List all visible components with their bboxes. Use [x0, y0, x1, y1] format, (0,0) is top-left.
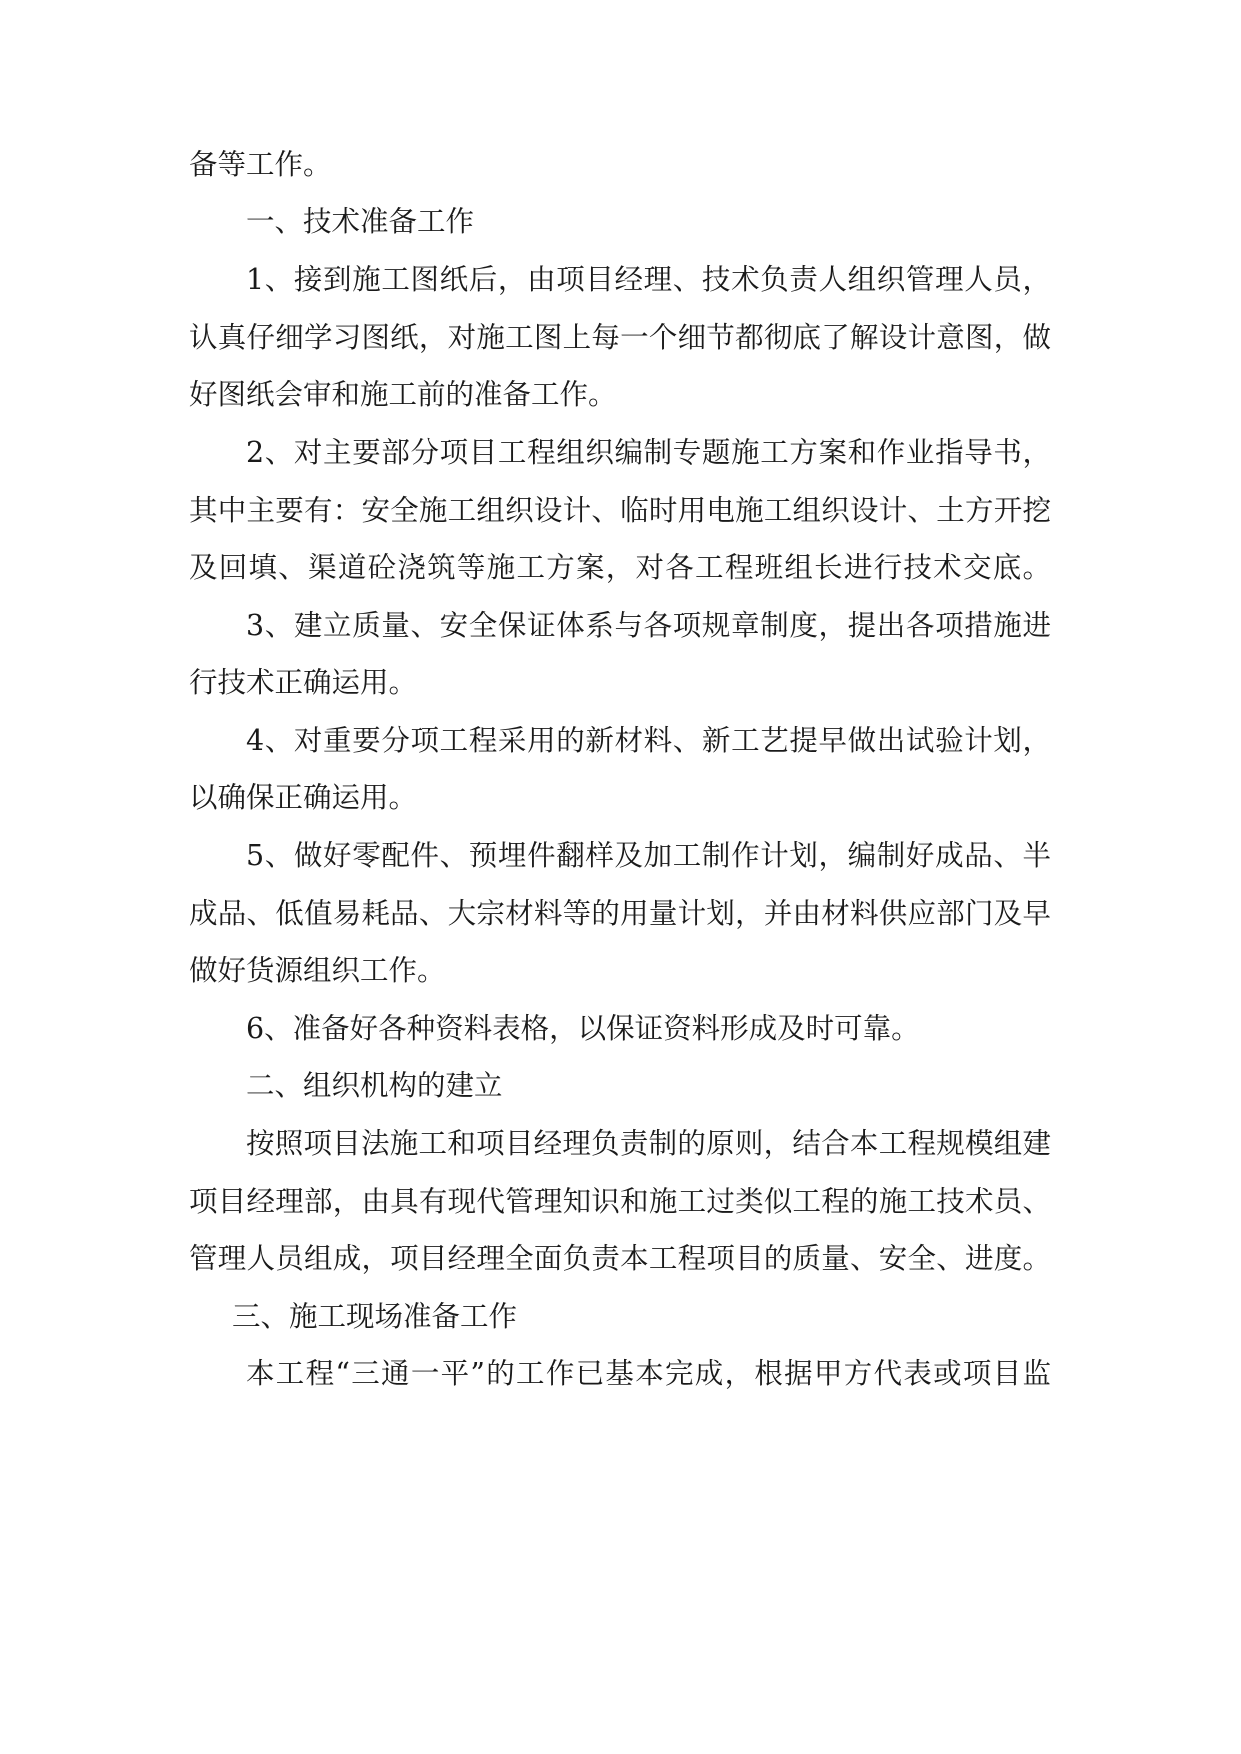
- section-heading: 一、技术准备工作: [246, 205, 475, 238]
- text-line: 备等工作。: [189, 148, 332, 181]
- text-line: 本工程“三通一平”的工作已基本完成，根据甲方代表或项目监: [246, 1357, 1051, 1390]
- text-line: 认真仔细学习图纸，对施工图上每一个细节都彻底了解设计意图，做: [189, 321, 1051, 354]
- text-line: 成品、低值易耗品、大宗材料等的用量计划，并由材料供应部门及早: [189, 897, 1051, 930]
- text-line: 行技术正确运用。: [189, 666, 418, 699]
- text-line: 6、准备好各种资料表格，以保证资料形成及时可靠。: [246, 1012, 920, 1045]
- text-line: 做好货源组织工作。: [189, 954, 446, 987]
- text-line: 管理人员组成，项目经理全面负责本工程项目的质量、安全、进度。: [189, 1242, 1051, 1275]
- text-line: 项目经理部，由具有现代管理知识和施工过类似工程的施工技术员、: [189, 1185, 1051, 1218]
- text-line: 5、做好零配件、预埋件翻样及加工制作计划，编制好成品、半: [246, 839, 1051, 872]
- text-line: 1、接到施工图纸后，由项目经理、技术负责人组织管理人员，: [246, 263, 1051, 296]
- text-line: 及回填、渠道砼浇筑等施工方案，对各工程班组长进行技术交底。: [189, 551, 1051, 584]
- text-line: 其中主要有：安全施工组织设计、临时用电施工组织设计、土方开挖: [189, 494, 1051, 527]
- text-line: 4、对重要分项工程采用的新材料、新工艺提早做出试验计划，: [246, 724, 1051, 757]
- section-heading: 二、组织机构的建立: [246, 1069, 503, 1102]
- text-line: 2、对主要部分项目工程组织编制专题施工方案和作业指导书，: [246, 436, 1051, 469]
- text-line: 3、建立质量、安全保证体系与各项规章制度，提出各项措施进: [246, 609, 1051, 642]
- text-line: 以确保正确运用。: [189, 781, 418, 814]
- text-line: 按照项目法施工和项目经理负责制的原则，结合本工程规模组建: [246, 1127, 1051, 1160]
- section-heading: 三、施工现场准备工作: [232, 1300, 518, 1333]
- text-line: 好图纸会审和施工前的准备工作。: [189, 378, 617, 411]
